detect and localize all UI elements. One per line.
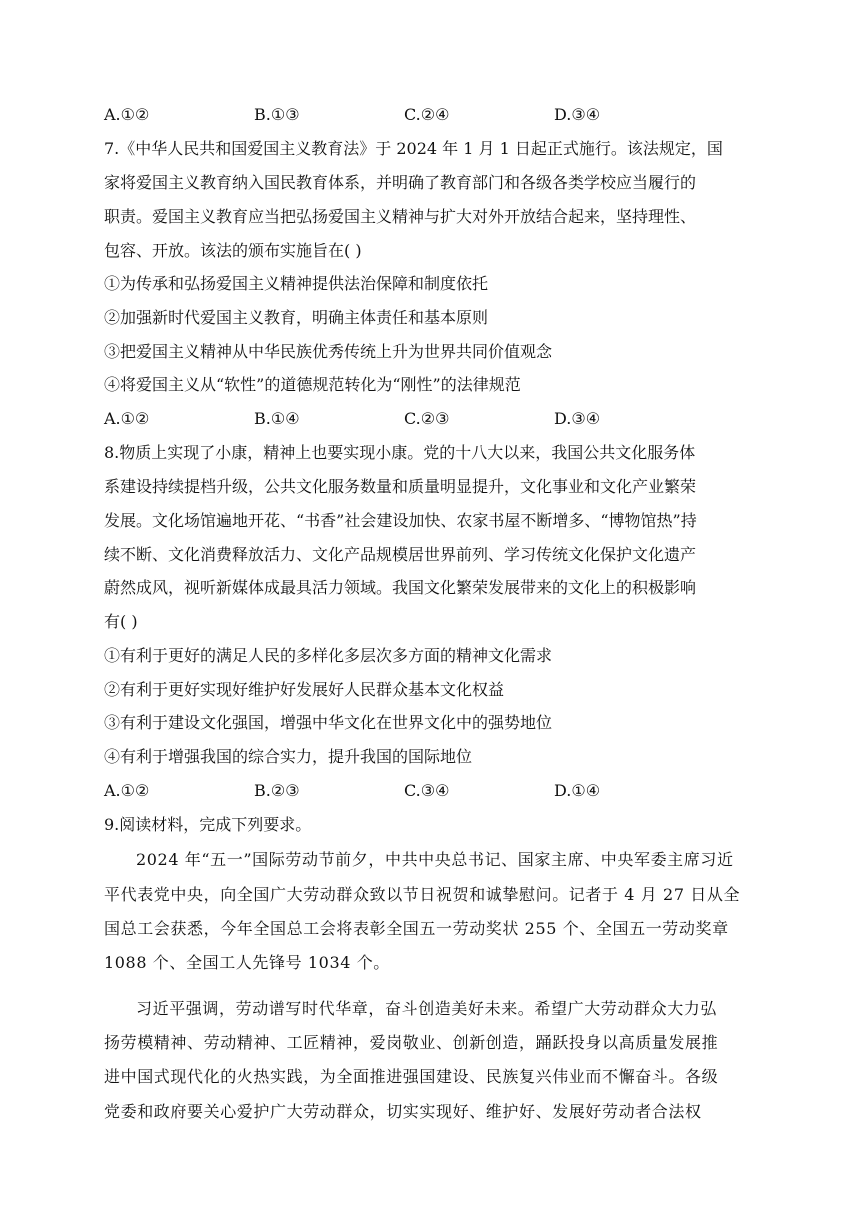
q8-stem-line: 蔚然成风，视听新媒体成最具活力领域。我国文化繁荣发展带来的文化上的积极影响: [104, 578, 697, 597]
q8-option-d[interactable]: D.①④: [554, 781, 601, 800]
q8-item-4: ④有利于增强我国的综合实力，提升我国的国际地位: [104, 747, 473, 766]
q9-material-line: 习近平强调，劳动谱写时代华章，奋斗创造美好未来。希望广大劳动群众大力弘: [136, 999, 718, 1018]
q7-item-1: ①为传承和弘扬爱国主义精神提供法治保障和制度依托: [104, 274, 489, 293]
q6-options: [104, 103, 744, 127]
q8-option-a[interactable]: A.①②: [104, 781, 150, 800]
q8-stem-line: 续不断、文化消费释放活力、文化产品规模居世界前列、学习传统文化保护文化遗产: [104, 545, 697, 564]
q9-material-line: 国总工会获悉，今年全国总工会将表彰全国五一劳动奖状 255 个、全国五一劳动奖章: [104, 919, 729, 938]
q6-option-d[interactable]: D.③④: [554, 105, 601, 124]
q7-option-c[interactable]: C.②③: [404, 409, 450, 428]
q7-stem-line: 家将爱国主义教育纳入国民教育体系，并明确了教育部门和各级各类学校应当履行的: [104, 173, 697, 192]
q7-option-b[interactable]: B.①④: [254, 409, 300, 428]
q8-item-1: ①有利于更好的满足人民的多样化多层次多方面的精神文化需求: [104, 646, 553, 665]
q8-option-b[interactable]: B.②③: [254, 781, 300, 800]
q9-material-line: 进中国式现代化的火热实践，为全面推进强国建设、民族复兴伟业而不懈奋斗。各级: [104, 1067, 719, 1086]
q7-item-2: ②加强新时代爱国主义教育，明确主体责任和基本原则: [104, 308, 489, 327]
q8-stem-line: 发展。文化场馆遍地开花、“书香”社会建设加快、农家书屋不断增多、“博物馆热”持: [104, 511, 697, 530]
q7-stem-line: 包容、开放。该法的颁布实施旨在( ): [104, 241, 362, 260]
q7-options: [104, 407, 744, 431]
q8-stem-line: 有( ): [104, 612, 138, 631]
q8-item-2: ②有利于更好实现好维护好发展好人民群众基本文化权益: [104, 680, 505, 699]
q7-item-4: ④将爱国主义从“软性”的道德规范转化为“刚性”的法律规范: [104, 375, 521, 394]
q7-stem-line: 7.《中华人民共和国爱国主义教育法》于 2024 年 1 月 1 日起正式施行。该法规定，国: [104, 139, 723, 158]
q6-option-a[interactable]: A.①②: [104, 105, 150, 124]
q6-option-c[interactable]: C.②④: [404, 105, 450, 124]
q6-option-b[interactable]: B.①③: [254, 105, 300, 124]
q9-material-line: 平代表党中央，向全国广大劳动群众致以节日祝贺和诚挚慰问。记者于 4 月 27 日从全: [104, 885, 741, 904]
q8-stem-line: 8.物质上实现了小康，精神上也要实现小康。党的十八大以来，我国公共文化服务体: [104, 443, 696, 462]
q9-title: 9.阅读材料，完成下列要求。: [104, 815, 312, 834]
q9-material-line: 2024 年“五一”国际劳动节前夕，中共中央总书记、国家主席、中央军委主席习近: [136, 850, 734, 869]
q7-option-d[interactable]: D.③④: [554, 409, 601, 428]
q7-option-a[interactable]: A.①②: [104, 409, 150, 428]
q8-option-c[interactable]: C.③④: [404, 781, 450, 800]
q9-material-line: 1088 个、全国工人先锋号 1034 个。: [104, 953, 390, 972]
q9-material-line: 扬劳模精神、劳动精神、工匠精神，爱岗敬业、创新创造，踊跃投身以高质量发展推: [104, 1033, 719, 1052]
q9-material-line: 党委和政府要关心爱护广大劳动群众，切实实现好、维护好、发展好劳动者合法权: [104, 1102, 702, 1121]
q7-item-3: ③把爱国主义精神从中华民族优秀传统上升为世界共同价值观念: [104, 342, 553, 361]
q8-options: [104, 779, 744, 803]
q7-stem-line: 职责。爱国主义教育应当把弘扬爱国主义精神与扩大对外开放结合起来，坚持理性、: [104, 207, 697, 226]
q8-item-3: ③有利于建设文化强国，增强中华文化在世界文化中的强势地位: [104, 713, 553, 732]
q8-stem-line: 系建设持续提档升级，公共文化服务数量和质量明显提升，文化事业和文化产业繁荣: [104, 477, 697, 496]
